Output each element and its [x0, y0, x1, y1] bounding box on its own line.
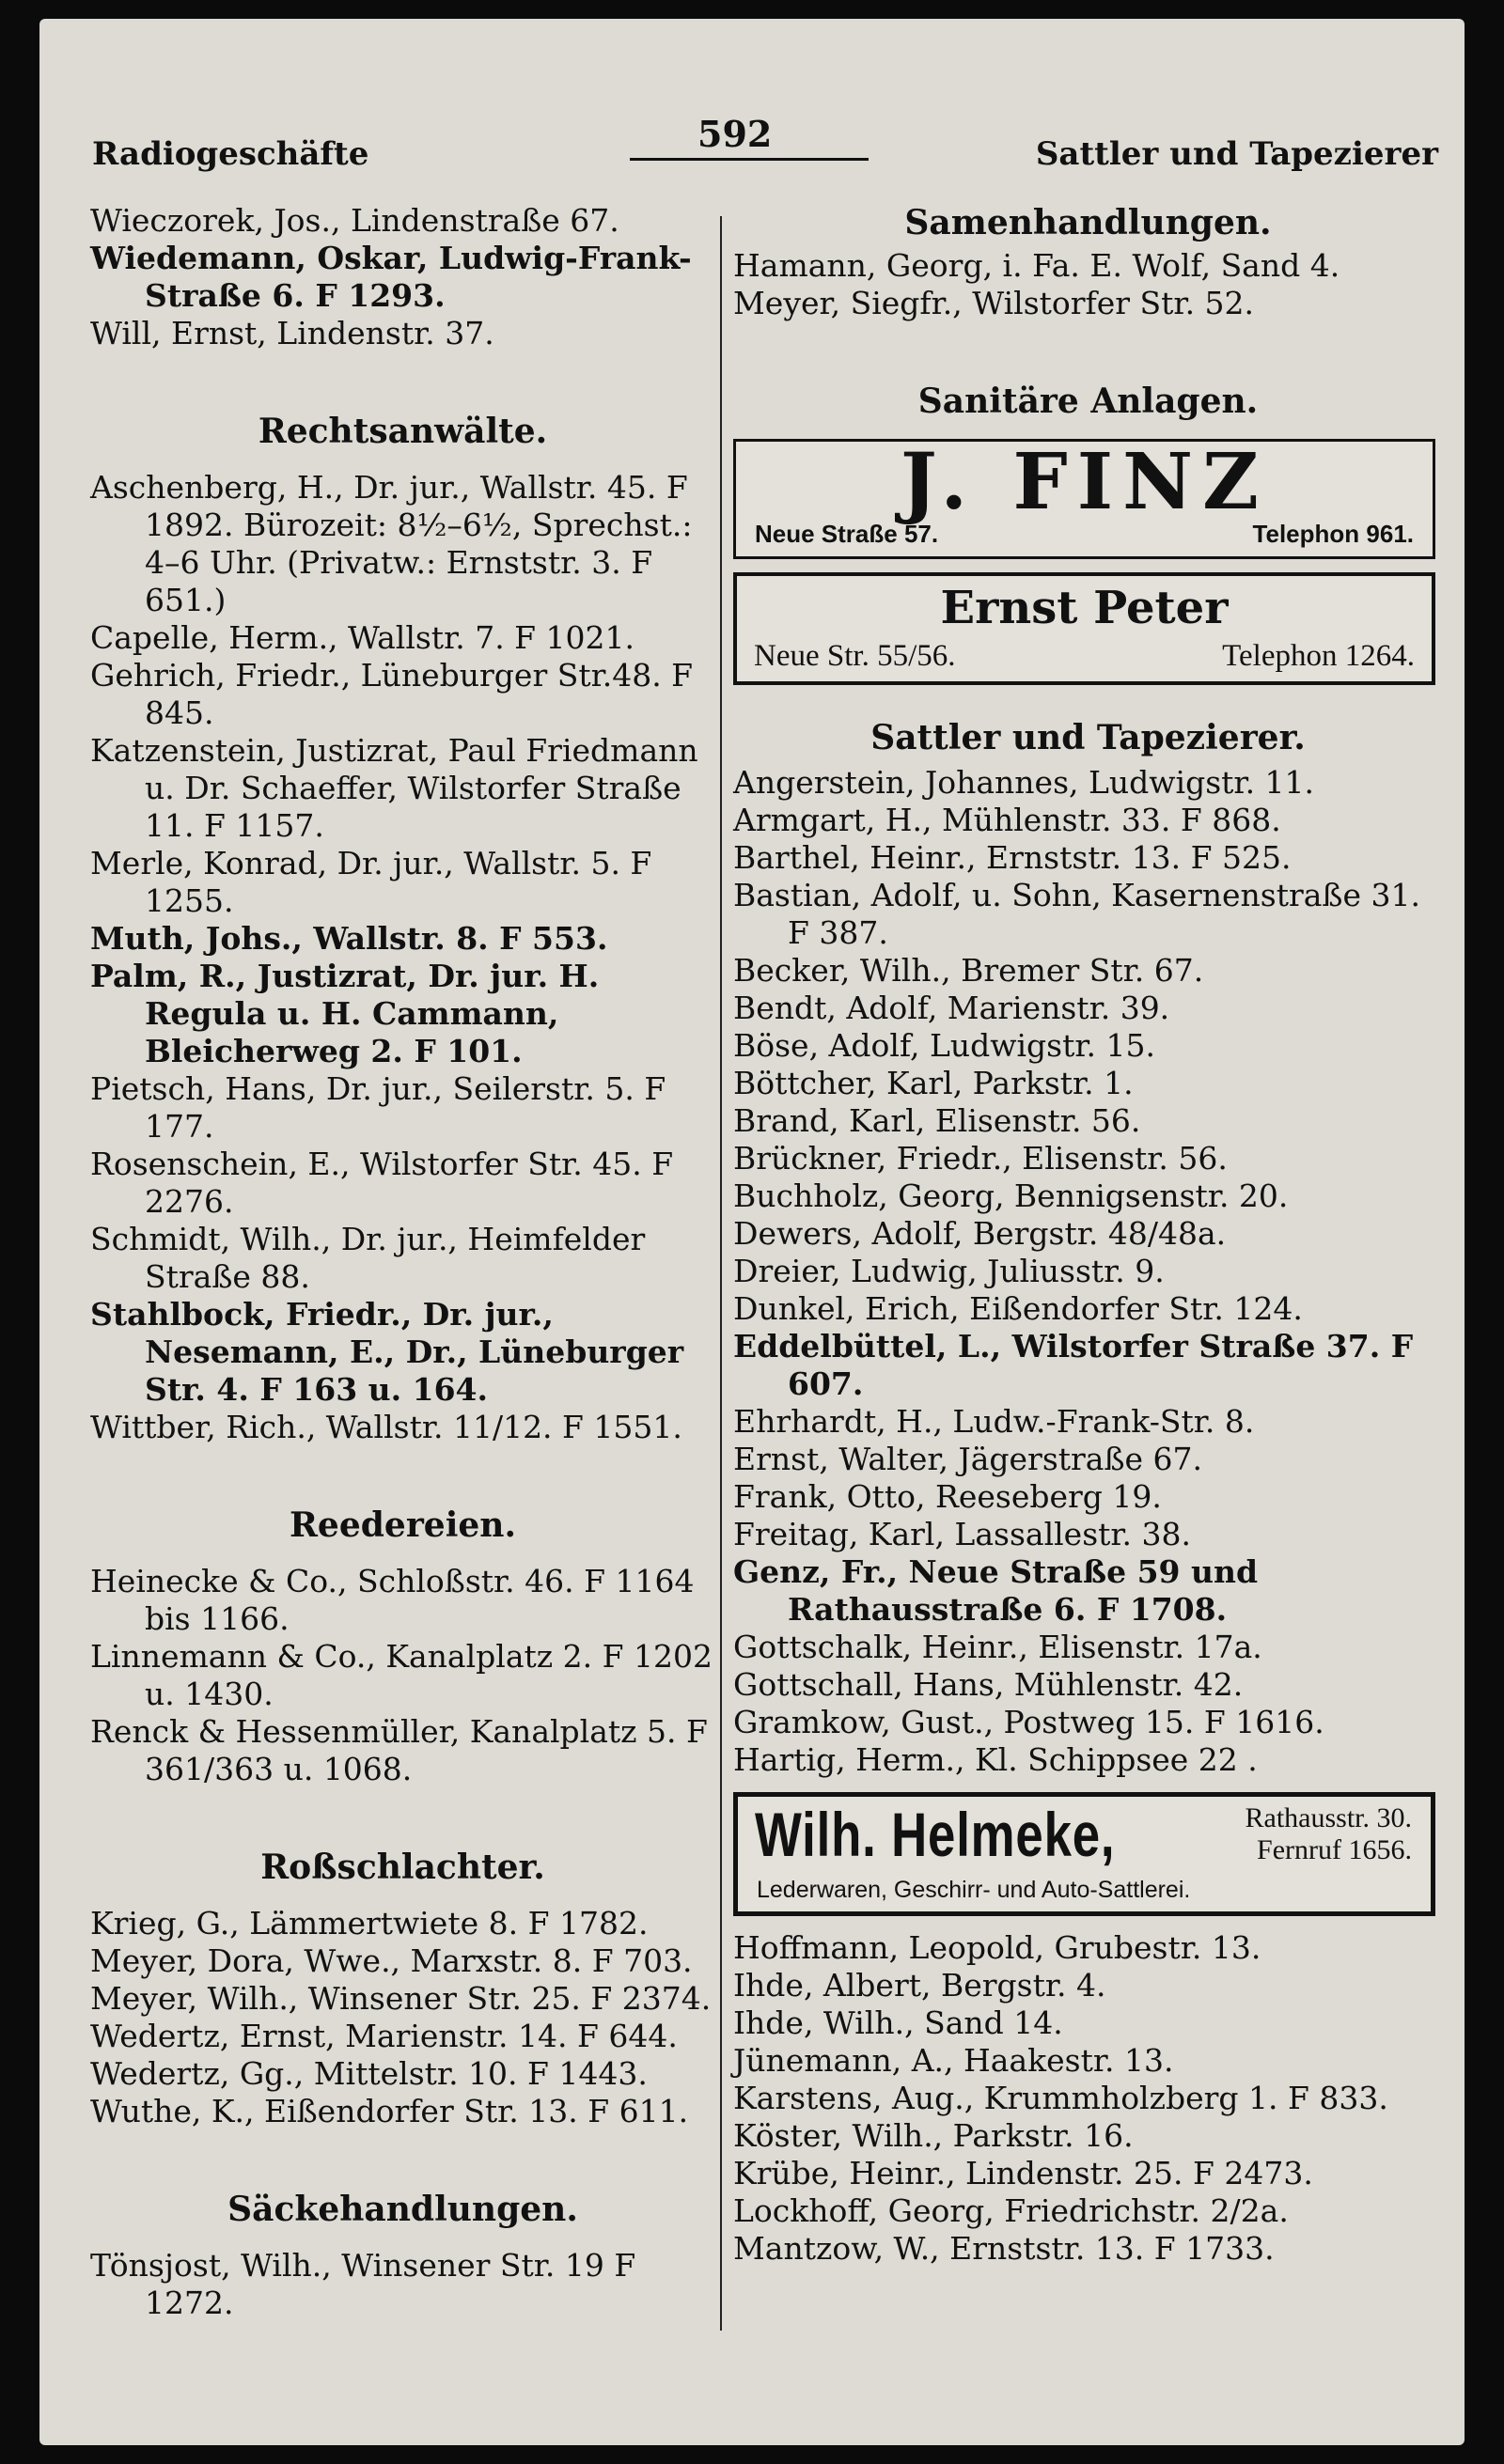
list-entry: Wieczorek, Jos., Lindenstraße 67. [90, 202, 619, 239]
page-header [39, 19, 1465, 179]
list-entry: Hoffmann, Leopold, Grubestr. 13. [733, 1929, 1261, 1966]
list-entry: Krübe, Heinr., Lindenstr. 25. F 2473. [733, 2155, 1313, 2191]
ad-description: Lederwaren, Geschirr- und Auto-Sattlerei. [757, 1877, 1191, 1903]
list-entry: Aschenberg, H., Dr. jur., Wallstr. 45. F 1892. Bürozeit: 8½–6½, Sprechst.: 4–6 Uhr. (Privatw.: Ernststr. 3. F 651.) [90, 469, 693, 618]
list-entry: Becker, Wilh., Bremer Str. 67. [733, 952, 1204, 989]
list-entry: Pietsch, Hans, Dr. jur., Seilerstr. 5. F 177. [90, 1070, 666, 1145]
list-entry: Böse, Adolf, Ludwigstr. 15. [733, 1027, 1155, 1064]
list-entry: Rosenschein, E., Wilstorfer Str. 45. F 2276. [90, 1146, 674, 1220]
list-entry: Wittber, Rich., Wallstr. 11/12. F 1551. [90, 1409, 682, 1445]
ad-phone: Telephon 961. [1252, 520, 1414, 548]
list-entry: Capelle, Herm., Wallstr. 7. F 1021. [90, 619, 635, 656]
list-entry: Köster, Wilh., Parkstr. 16. [733, 2117, 1134, 2154]
section-title-sanitaere-anlagen: Sanitäre Anlagen. [917, 382, 1259, 421]
ad-address: Neue Straße 57. [755, 520, 939, 548]
section-title-samenhandlungen: Samenhandlungen. [904, 203, 1272, 242]
intro-entries [90, 202, 715, 352]
list-entry: Dewers, Adolf, Bergstr. 48/48a. [733, 1215, 1227, 1252]
list-entry: Palm, R., Justizrat, Dr. jur. H. Regula u. H. Cammann, Bleicherweg 2. F 101. [90, 958, 600, 1069]
list-entry: Brand, Karl, Elisenstr. 56. [733, 1102, 1141, 1139]
list-entry: Böttcher, Karl, Parkstr. 1. [733, 1065, 1134, 1101]
header-left-category: Radiogeschäfte [92, 135, 369, 173]
list-entry: Gramkow, Gust., Postweg 15. F 1616. [733, 1704, 1324, 1740]
left-column [90, 202, 715, 2322]
column-divider [720, 216, 722, 2331]
list-entry: Ernst, Walter, Jägerstraße 67. [733, 1441, 1203, 1477]
list-entry: Genz, Fr., Neue Straße 59 und Rathausstraße 6. F 1708. [733, 1553, 1259, 1628]
list-entry: Hamann, Georg, i. Fa. E. Wolf, Sand 4. [733, 247, 1340, 284]
list-entry: Merle, Konrad, Dr. jur., Wallstr. 5. F 1255. [90, 845, 652, 919]
list-entry: Ihde, Albert, Bergstr. 4. [733, 1967, 1106, 2004]
list-entry: Armgart, H., Mühlenstr. 33. F 868. [733, 802, 1281, 838]
list-entry: Wedertz, Gg., Mittelstr. 10. F 1443. [90, 2055, 648, 2092]
ad-address: Rathausstr. 30. [1245, 1802, 1412, 1833]
left-sections [90, 411, 715, 2322]
list-entry: Heinecke & Co., Schloßstr. 46. F 1164 bis 1166. [90, 1563, 695, 1637]
list-entry: Mantzow, W., Ernststr. 13. F 1733. [733, 2230, 1275, 2267]
list-entry: Ehrhardt, H., Ludw.-Frank-Str. 8. [733, 1403, 1255, 1440]
directory-page [39, 19, 1465, 2445]
ad-company-name: J. FINZ [901, 437, 1268, 527]
list-entry: Ihde, Wilh., Sand 14. [733, 2004, 1063, 2041]
list-entry: Meyer, Siegfr., Wilstorfer Str. 52. [733, 285, 1255, 321]
sattler-entries-after-ad [733, 1929, 1443, 2268]
list-entry: Katzenstein, Justizrat, Paul Friedmann u. Dr. Schaeffer, Wilstorfer Straße 11. F 1157. [90, 732, 698, 844]
sattler-entries-before-ad [733, 764, 1443, 1779]
list-entry: Krieg, G., Lämmertwiete 8. F 1782. [90, 1905, 649, 1942]
list-entry: Brückner, Friedr., Elisenstr. 56. [733, 1140, 1228, 1177]
list-entry: Tönsjost, Wilh., Winsener Str. 19 F 1272. [90, 2247, 636, 2321]
page-number: 592 [697, 113, 773, 155]
list-entry: Jünemann, A., Haakestr. 13. [733, 2042, 1174, 2079]
list-entry: Wiedemann, Oskar, Ludwig-Frank-Straße 6. F 1293. [90, 240, 692, 314]
list-entry: Bastian, Adolf, u. Sohn, Kasernenstraße 31. F 387. [733, 877, 1420, 951]
list-entry: Buchholz, Georg, Bennigsenstr. 20. [733, 1177, 1289, 1214]
ad-address: Neue Str. 55/56. [754, 639, 956, 673]
section-title: Reedereien. [290, 1505, 516, 1545]
section-title-sattler: Sattler und Tapezierer. [870, 718, 1306, 757]
list-entry: Linnemann & Co., Kanalplatz 2. F 1202 u. 1430. [90, 1638, 713, 1712]
list-entry: Gottschalk, Heinr., Elisenstr. 17a. [733, 1629, 1262, 1665]
section-title: Rechtsanwälte. [258, 412, 548, 451]
list-entry: Meyer, Dora, Wwe., Marxstr. 8. F 703. [90, 1942, 693, 1979]
list-entry: Angerstein, Johannes, Ludwigstr. 11. [733, 764, 1315, 801]
ad-company-name: Wilh. Helmeke, [755, 1800, 1116, 1869]
list-entry: Dreier, Ludwig, Juliusstr. 9. [733, 1253, 1165, 1289]
list-entry: Gehrich, Friedr., Lüneburger Str.48. F 845. [90, 657, 694, 731]
list-entry: Hartig, Herm., Kl. Schippsee 22 . [733, 1741, 1258, 1778]
advertisement-finz [733, 439, 1435, 559]
section-title: Roßschlachter. [260, 1848, 545, 1887]
list-entry: Eddelbüttel, L., Wilstorfer Straße 37. F 607. [733, 1328, 1414, 1402]
list-entry: Dunkel, Erich, Eißendorfer Str. 124. [733, 1290, 1303, 1327]
ad-company-name: Ernst Peter [940, 582, 1229, 634]
list-entry: Stahlbock, Friedr., Dr. jur., Nesemann, E., Dr., Lüneburger Str. 4. F 163 u. 164. [90, 1296, 684, 1408]
ad-phone: Fernruf 1656. [1257, 1834, 1412, 1865]
list-entry: Karstens, Aug., Krummholzberg 1. F 833. [733, 2080, 1388, 2116]
header-right-category: Sattler und Tapezierer [1035, 135, 1438, 173]
list-entry: Lockhoff, Georg, Friedrichstr. 2/2a. [733, 2192, 1289, 2229]
list-entry: Wedertz, Ernst, Marienstr. 14. F 644. [90, 2018, 678, 2054]
list-entry: Barthel, Heinr., Ernststr. 13. F 525. [733, 839, 1292, 876]
list-entry: Will, Ernst, Lindenstr. 37. [90, 315, 494, 351]
ad-phone: Telephon 1264. [1222, 639, 1415, 673]
list-entry: Renck & Hessenmüller, Kanalplatz 5. F 361/363 u. 1068. [90, 1713, 708, 1787]
list-entry: Frank, Otto, Reeseberg 19. [733, 1478, 1162, 1515]
header-rule [630, 158, 869, 161]
list-entry: Bendt, Adolf, Marienstr. 39. [733, 990, 1170, 1026]
list-entry: Gottschall, Hans, Mühlenstr. 42. [733, 1666, 1244, 1703]
section-title: Säckehandlungen. [227, 2190, 578, 2229]
advertisement-helmeke [733, 1792, 1435, 1916]
advertisement-ernst-peter [733, 572, 1435, 685]
list-entry: Muth, Johs., Wallstr. 8. F 553. [90, 920, 608, 957]
list-entry: Meyer, Wilh., Winsener Str. 25. F 2374. [90, 1980, 712, 2017]
right-column [733, 202, 1443, 2268]
list-entry: Schmidt, Wilh., Dr. jur., Heimfelder Straße 88. [90, 1221, 646, 1295]
list-entry: Freitag, Karl, Lassallestr. 38. [733, 1516, 1192, 1552]
list-entry: Wuthe, K., Eißendorfer Str. 13. F 611. [90, 2093, 689, 2129]
